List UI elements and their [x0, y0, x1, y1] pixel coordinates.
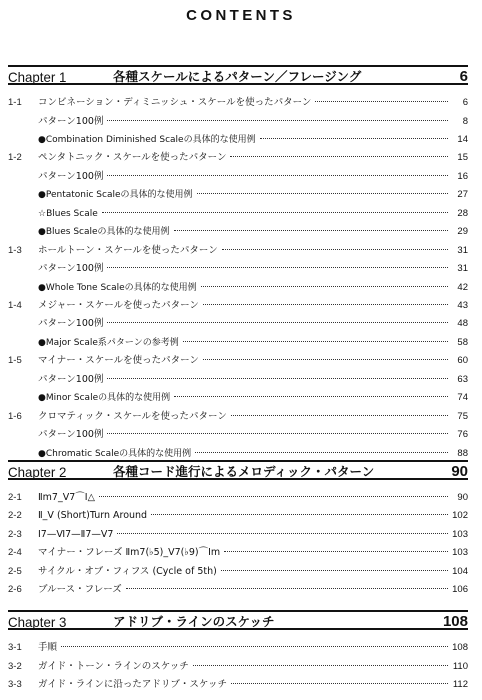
chapter-header [8, 610, 468, 630]
toc-entry[interactable] [8, 490, 468, 505]
entry-title: マイナー・スケールを使ったパターン [38, 355, 199, 367]
page-number: 8 [462, 115, 468, 127]
page-number: 103 [452, 528, 468, 540]
section-number: 2-3 [8, 528, 22, 540]
toc-entry[interactable] [8, 95, 468, 110]
toc-entry[interactable] [8, 187, 468, 202]
toc-entry[interactable] [8, 582, 468, 597]
entry-title: ●Pentatonic Scaleの具体的な使用例 [38, 190, 193, 201]
chapter-number: Chapter 1 [8, 69, 67, 85]
dot-leader [174, 396, 448, 397]
page-number: 102 [452, 510, 468, 522]
toc-entry[interactable] [8, 390, 468, 405]
dot-leader [231, 415, 448, 416]
dot-leader [99, 496, 448, 497]
entry-title: ペンタトニック・スケールを使ったパターン [38, 152, 227, 164]
toc-entry[interactable] [8, 640, 468, 655]
section-number: 2-6 [8, 584, 22, 595]
entry-title: ●Major Scale系パターンの参考例 [38, 337, 179, 348]
dot-leader [61, 646, 448, 647]
entry-title: サイクル・オブ・フィフス (Cycle of 5th) [38, 565, 217, 577]
section-number: 1-1 [8, 97, 22, 108]
chapter-page: 90 [451, 463, 468, 480]
dot-leader [231, 683, 448, 684]
page-number: 112 [452, 679, 468, 690]
page-number: 106 [452, 584, 468, 595]
section-number: 1-2 [8, 152, 22, 164]
entry-title: パターン100例 [38, 318, 104, 330]
page-number: 16 [457, 170, 468, 182]
section-number: 2-1 [8, 492, 22, 503]
page-number: 75 [457, 410, 468, 422]
dot-leader [195, 452, 448, 453]
page-number: 103 [452, 547, 468, 559]
toc-entry[interactable] [8, 527, 468, 542]
page-number: 28 [457, 207, 468, 219]
dot-leader [230, 156, 448, 157]
entry-title: コンビネーション・ディミニッシュ・スケールを使ったパターン [38, 97, 312, 108]
page-number: 60 [457, 355, 468, 367]
dot-leader [107, 120, 448, 121]
page-number: 43 [457, 299, 468, 311]
page-number: 108 [452, 642, 468, 653]
entry-title: パターン100例 [38, 170, 104, 182]
dot-leader [126, 588, 448, 589]
chapter-page: 108 [442, 613, 468, 630]
entry-title: マイナー・フレーズ Ⅱm7(♭5)_Ⅴ7(♭9)⌒Ⅰm [38, 547, 221, 559]
dot-leader [107, 267, 448, 268]
entry-title: ●Blues Scaleの具体的な使用例 [38, 227, 170, 238]
dot-leader [151, 514, 448, 515]
toc-entry[interactable] [8, 353, 468, 368]
entry-title: Ⅰ7—Ⅵ7—Ⅱ7—Ⅴ7 [38, 528, 114, 540]
page-number: 74 [457, 392, 468, 404]
chapter-header [8, 65, 468, 85]
page-number: 42 [457, 281, 468, 293]
toc-entry[interactable] [8, 224, 468, 239]
toc-entry[interactable] [8, 545, 468, 560]
entry-title: ホールトーン・スケールを使ったパターン [38, 244, 218, 256]
entry-title: ●Combination Diminished Scaleの具体的な使用例 [38, 134, 256, 145]
page-number: 58 [457, 336, 468, 348]
section-number: 1-3 [8, 244, 22, 256]
page-number: 6 [462, 97, 468, 108]
section-number: 2-2 [8, 510, 22, 522]
entry-title: パターン100例 [38, 115, 104, 127]
entry-title: 手順 [38, 642, 58, 653]
chapter-number: Chapter 2 [8, 464, 67, 480]
page-number: 88 [457, 447, 468, 459]
entry-title: ガイド・ラインに沿ったアドリブ・スケッチ [38, 679, 227, 690]
section-number: 2-5 [8, 565, 22, 577]
page-number: 14 [457, 133, 468, 145]
toc-entry[interactable] [8, 659, 468, 674]
toc-entry[interactable] [8, 316, 468, 331]
dot-leader [201, 286, 448, 287]
entry-title: ☆Blues Scale [38, 208, 98, 219]
page-number: 48 [457, 318, 468, 330]
entry-title: ガイド・トーン・ラインのスケッチ [38, 660, 189, 672]
page-number: 76 [457, 429, 468, 441]
page-number: 31 [457, 263, 468, 274]
chapter-header [8, 460, 468, 480]
dot-leader [102, 212, 448, 213]
page-number: 63 [457, 373, 468, 385]
section-number: 1-4 [8, 299, 22, 311]
toc-entry[interactable] [8, 677, 468, 692]
toc-entry[interactable] [8, 427, 468, 442]
section-number: 1-6 [8, 410, 22, 422]
dot-leader [224, 551, 448, 552]
dot-leader [315, 101, 448, 102]
toc-entry[interactable] [8, 243, 468, 258]
entry-title: Ⅱ_Ⅴ (Short)Turn Around [38, 510, 148, 522]
toc-entry[interactable] [8, 280, 468, 295]
dot-leader [174, 230, 448, 231]
dot-leader [117, 533, 448, 534]
dot-leader [221, 570, 448, 571]
chapter-title: 各種スケールによるパターン／フレージング [113, 69, 362, 84]
entry-title: パターン100例 [38, 263, 104, 274]
toc-entry[interactable] [8, 206, 468, 221]
entry-title: パターン100例 [38, 373, 104, 385]
entry-title: ●Minor Scaleの具体的な使用例 [38, 393, 171, 404]
section-number: 3-2 [8, 660, 22, 672]
entry-title: クロマティック・スケールを使ったパターン [38, 410, 227, 422]
entry-title: ●Whole Tone Scaleの具体的な使用例 [38, 282, 197, 293]
dot-leader [193, 665, 448, 666]
page-number: 27 [457, 189, 468, 201]
dot-leader [203, 304, 448, 305]
dot-leader [107, 322, 448, 323]
toc-entry[interactable] [8, 261, 468, 276]
chapter-page: 6 [459, 68, 468, 85]
chapter-title: アドリブ・ラインのスケッチ [113, 614, 275, 629]
section-number: 3-3 [8, 679, 22, 690]
entry-title: ブルース・フレーズ [38, 584, 122, 595]
dot-leader [197, 193, 448, 194]
page-number: 29 [457, 226, 468, 238]
toc-entry[interactable] [8, 564, 468, 579]
entry-title: パターン100例 [38, 429, 104, 441]
page-number: 15 [457, 152, 468, 164]
section-number: 2-4 [8, 547, 22, 559]
section-number: 1-5 [8, 355, 22, 367]
toc-entry[interactable] [8, 508, 468, 523]
dot-leader [107, 378, 448, 379]
dot-leader [203, 359, 448, 360]
toc-entry[interactable] [8, 132, 468, 147]
dot-leader [222, 249, 448, 250]
dot-leader [260, 138, 448, 139]
page-number: 90 [457, 492, 468, 503]
page-number: 31 [457, 244, 468, 256]
section-number: 3-1 [8, 642, 22, 653]
page-title: CONTENTS [186, 7, 296, 24]
toc-entry[interactable] [8, 409, 468, 424]
page-number: 110 [452, 660, 468, 672]
page-number: 104 [452, 565, 468, 577]
toc-entry[interactable] [8, 150, 468, 165]
toc-entry[interactable] [8, 169, 468, 184]
dot-leader [183, 341, 448, 342]
chapter-title: 各種コード進行によるメロディック・パターン [113, 464, 375, 479]
dot-leader [107, 433, 448, 434]
entry-title: ●Chromatic Scaleの具体的な使用例 [38, 448, 192, 459]
entry-title: メジャー・スケールを使ったパターン [38, 299, 199, 311]
chapter-number: Chapter 3 [8, 614, 67, 630]
entry-title: Ⅱm7_Ⅴ7⌒Ⅰ△ [38, 492, 95, 503]
toc-entry[interactable] [8, 298, 468, 313]
toc-entry[interactable] [8, 372, 468, 387]
dot-leader [107, 175, 448, 176]
toc-entry[interactable] [8, 114, 468, 129]
toc-entry[interactable] [8, 335, 468, 350]
toc-entry[interactable] [8, 446, 468, 461]
